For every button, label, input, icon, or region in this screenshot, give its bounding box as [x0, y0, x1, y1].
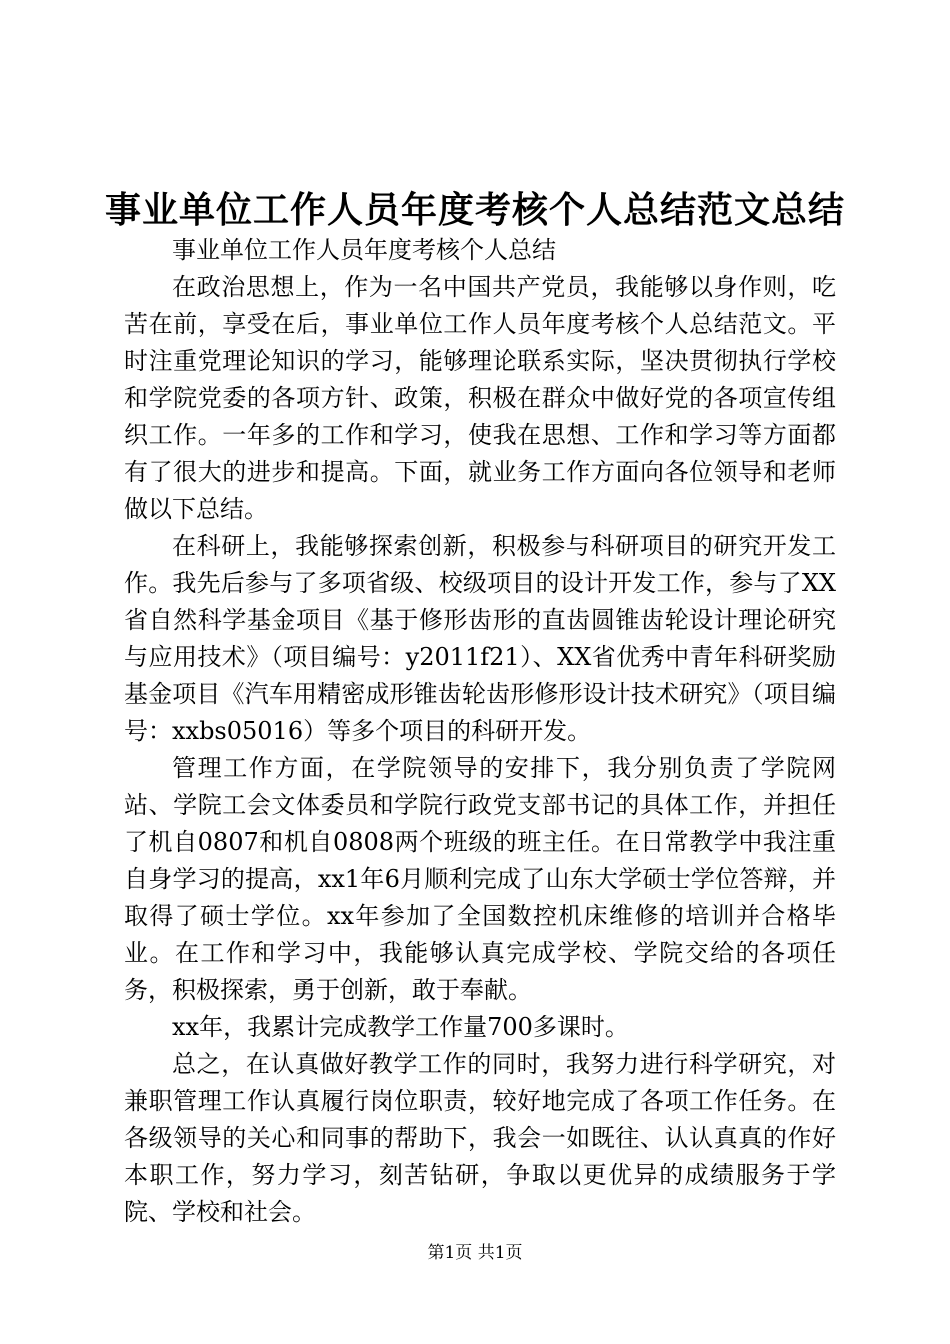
- page-footer: 第1页 共1页: [427, 1243, 523, 1263]
- body-paragraph-management: 管理工作方面，在学院领导的安排下，我分别负责了学院网站、学院工会文体委员和学院行政党支部书记的具体工作，并担任了机自0807和机自0808两个班级的班主任。在日常教学中我注重自身学习的提高，xx1年6月顺利完成了山东大学硕士学位答辩，并取得了硕士学位。xx年参加了全国数控机床维修的培训并合格毕业。在工作和学习中，我能够认真完成学校、学院交给的各项任务，积极探索，勇于创新，敢于奉献。: [124, 754, 836, 1004]
- body-paragraph-teaching: xx年，我累计完成教学工作量700多课时。: [172, 1013, 629, 1041]
- subtitle-paragraph: 事业单位工作人员年度考核个人总结: [172, 236, 556, 264]
- body-paragraph-political: 在政治思想上，作为一名中国共产党员，我能够以身作则，吃苦在前，享受在后，事业单位工作人员年度考核个人总结范文。平时注重党理论知识的学习，能够理论联系实际，坚决贯彻执行学校和学院党委的各项方针、政策，积极在群众中做好党的各项宣传组织工作。一年多的工作和学习，使我在思想、工作和学习等方面都有了很大的进步和提高。下面，就业务工作方面向各位领导和老师做以下总结。: [124, 273, 836, 523]
- document-body: [124, 232, 836, 1231]
- body-paragraph-research: 在科研上，我能够探索创新，积极参与科研项目的研究开发工作。我先后参与了多项省级、校级项目的设计开发工作，参与了XX省自然科学基金项目《基于修形齿形的直齿圆锥齿轮设计理论研究与应用技术》（项目编号：y2011f21）、XX省优秀中青年科研奖励基金项目《汽车用精密成形锥齿轮齿形修形设计技术研究》（项目编号：xxbs05016）等多个项目的科研开发。: [124, 532, 836, 745]
- body-paragraph-conclusion: 总之，在认真做好教学工作的同时，我努力进行科学研究，对兼职管理工作认真履行岗位职责，较好地完成了各项工作任务。在各级领导的关心和同事的帮助下，我会一如既往、认认真真的作好本职工作，努力学习，刻苦钻研，争取以更优异的成绩服务于学院、学校和社会。: [124, 1050, 836, 1226]
- document-title: 事业单位工作人员年度考核个人总结范文总结: [104, 189, 845, 231]
